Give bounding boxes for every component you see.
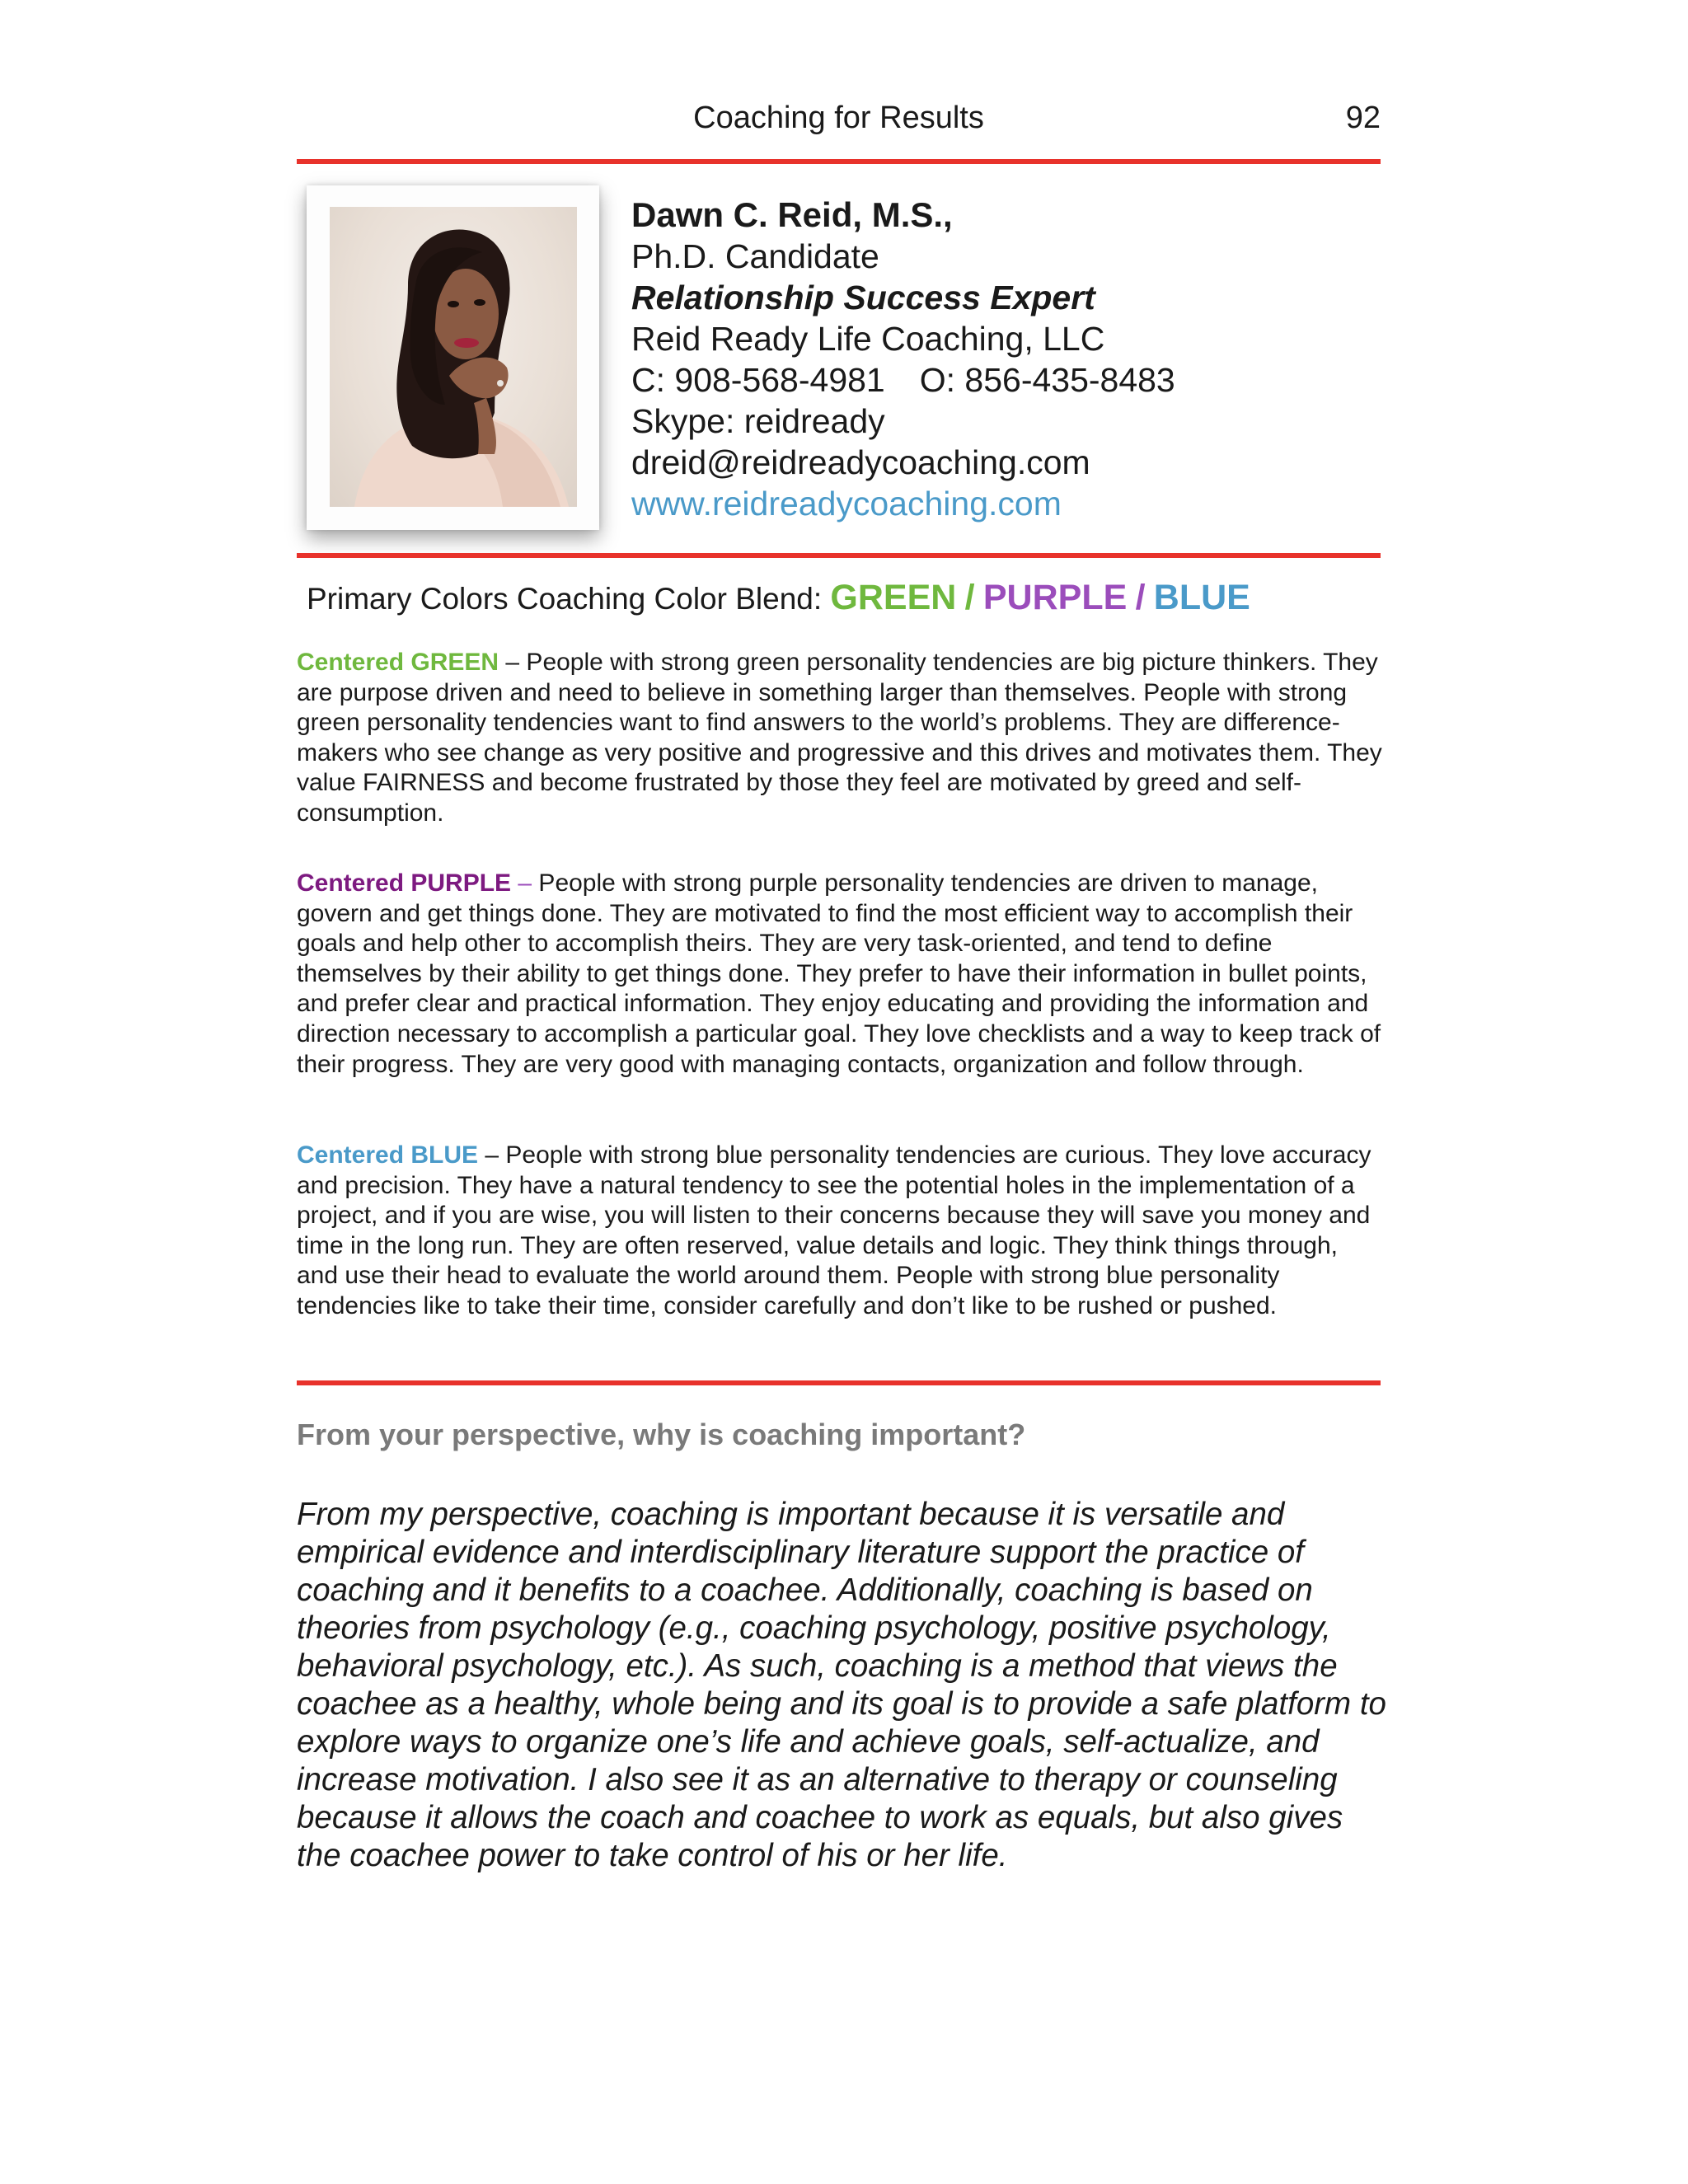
profile-email[interactable]: dreid@reidreadycoaching.com	[631, 443, 1090, 481]
profile-skype: Skype: reidready	[631, 402, 885, 440]
phone-cell: C: 908-568-4981	[631, 361, 885, 399]
section-purple-text: People with strong purple personality tendencies are driven to manage, govern and get things done. They are motivated to find the most efficient way to accomplish their goals and help other to accomplish theirs. They are very task-oriented, and tend to define themselves by their ability to get things done. They prefer to have their information in bullet points, and prefer clear and practical information. They enjoy educating and providing the information and direction necessary to accomplish a particular goal. They love checklists and a way to keep track of their progress. They are very good with managing contacts, organization and follow through.	[297, 869, 1381, 1078]
blend-color-green: GREEN	[830, 578, 957, 617]
section-green-heading: Centered GREEN	[297, 649, 499, 676]
page-number: 92	[1345, 101, 1381, 135]
profile-name: Dawn C. Reid, M.S.,	[631, 195, 953, 234]
section-dash: –	[485, 1141, 499, 1169]
page-header	[297, 97, 1381, 138]
profile-phones	[631, 359, 1373, 401]
section-blue	[297, 1141, 1383, 1322]
blend-color-purple: PURPLE	[982, 578, 1128, 617]
section-green-text: People with strong green personality tendencies are big picture thinkers. They are purpose driven and need to believe in something larger than themselves. People with strong green personality tendencies want to find answers to the world’s problems. They are difference-makers who see change as very positive and progressive and this drives and motivates them. They value FAIRNESS and become frustrated by those they feel are motivated by greed and self-consumption.	[297, 649, 1382, 827]
section-purple-heading: Centered PURPLE	[297, 869, 512, 897]
section-blue-heading: Centered BLUE	[297, 1141, 479, 1169]
blend-separator: /	[1135, 578, 1146, 617]
section-dash: –	[518, 869, 532, 897]
blend-separator: /	[964, 578, 975, 617]
profile-website-link[interactable]: www.reidreadycoaching.com	[631, 485, 1062, 523]
phone-office: O: 856-435-8483	[919, 361, 1175, 399]
profile-degree: Ph.D. Candidate	[631, 237, 879, 275]
section-green	[297, 648, 1383, 829]
profile-photo-frame	[307, 185, 599, 530]
color-blend-line	[307, 573, 1378, 624]
blend-color-blue: BLUE	[1153, 578, 1250, 617]
interview-question: From your perspective, why is coaching important?	[297, 1418, 1026, 1451]
profile-company: Reid Ready Life Coaching, LLC	[631, 320, 1105, 358]
running-title: Coaching for Results	[693, 101, 984, 135]
section-dash: –	[505, 649, 520, 676]
section-blue-text: People with strong blue personality tendencies are curious. They love accuracy and precision. They have a natural tendency to see the potential holes in the implementation of a project, and if you are wise, you will listen to their concerns because they will save you money and time in the long run. They are often reserved, value details and logic. They think things through, and use their head to evaluate the world around them. People with strong blue personality tendencies like to take their time, consider carefully and don’t like to be rushed or pushed.	[297, 1141, 1372, 1319]
color-blend-label: Primary Colors Coaching Color Blend:	[307, 582, 823, 616]
profile-role: Relationship Success Expert	[631, 279, 1095, 316]
portrait-image	[330, 207, 577, 507]
section-purple	[297, 869, 1383, 1080]
red-divider-top	[297, 159, 1381, 164]
interview-answer: From my perspective, coaching is important because it is versatile and empirical evidence and interdisciplinary literature support the practice of coaching and it benefits to a coachee. Additionally, coaching is based on theories from psychology (e.g., coaching psychology, positive psychology, behavioral psychology, etc.). As such, coaching is a method that views the coachee as a healthy, whole being and its goal is to provide a safe platform to explore ways to organize one’s life and achieve goals, self-actualize, and increase motivation. I also see it as an alternative to therapy or counseling because it allows the coach and coachee to work as equals, but also gives the coachee power to take control of his or her life.	[297, 1497, 1386, 1873]
red-divider-bottom	[297, 1380, 1381, 1385]
contact-card	[631, 194, 1373, 524]
red-divider-middle	[297, 553, 1381, 558]
profile-photo	[330, 207, 577, 507]
